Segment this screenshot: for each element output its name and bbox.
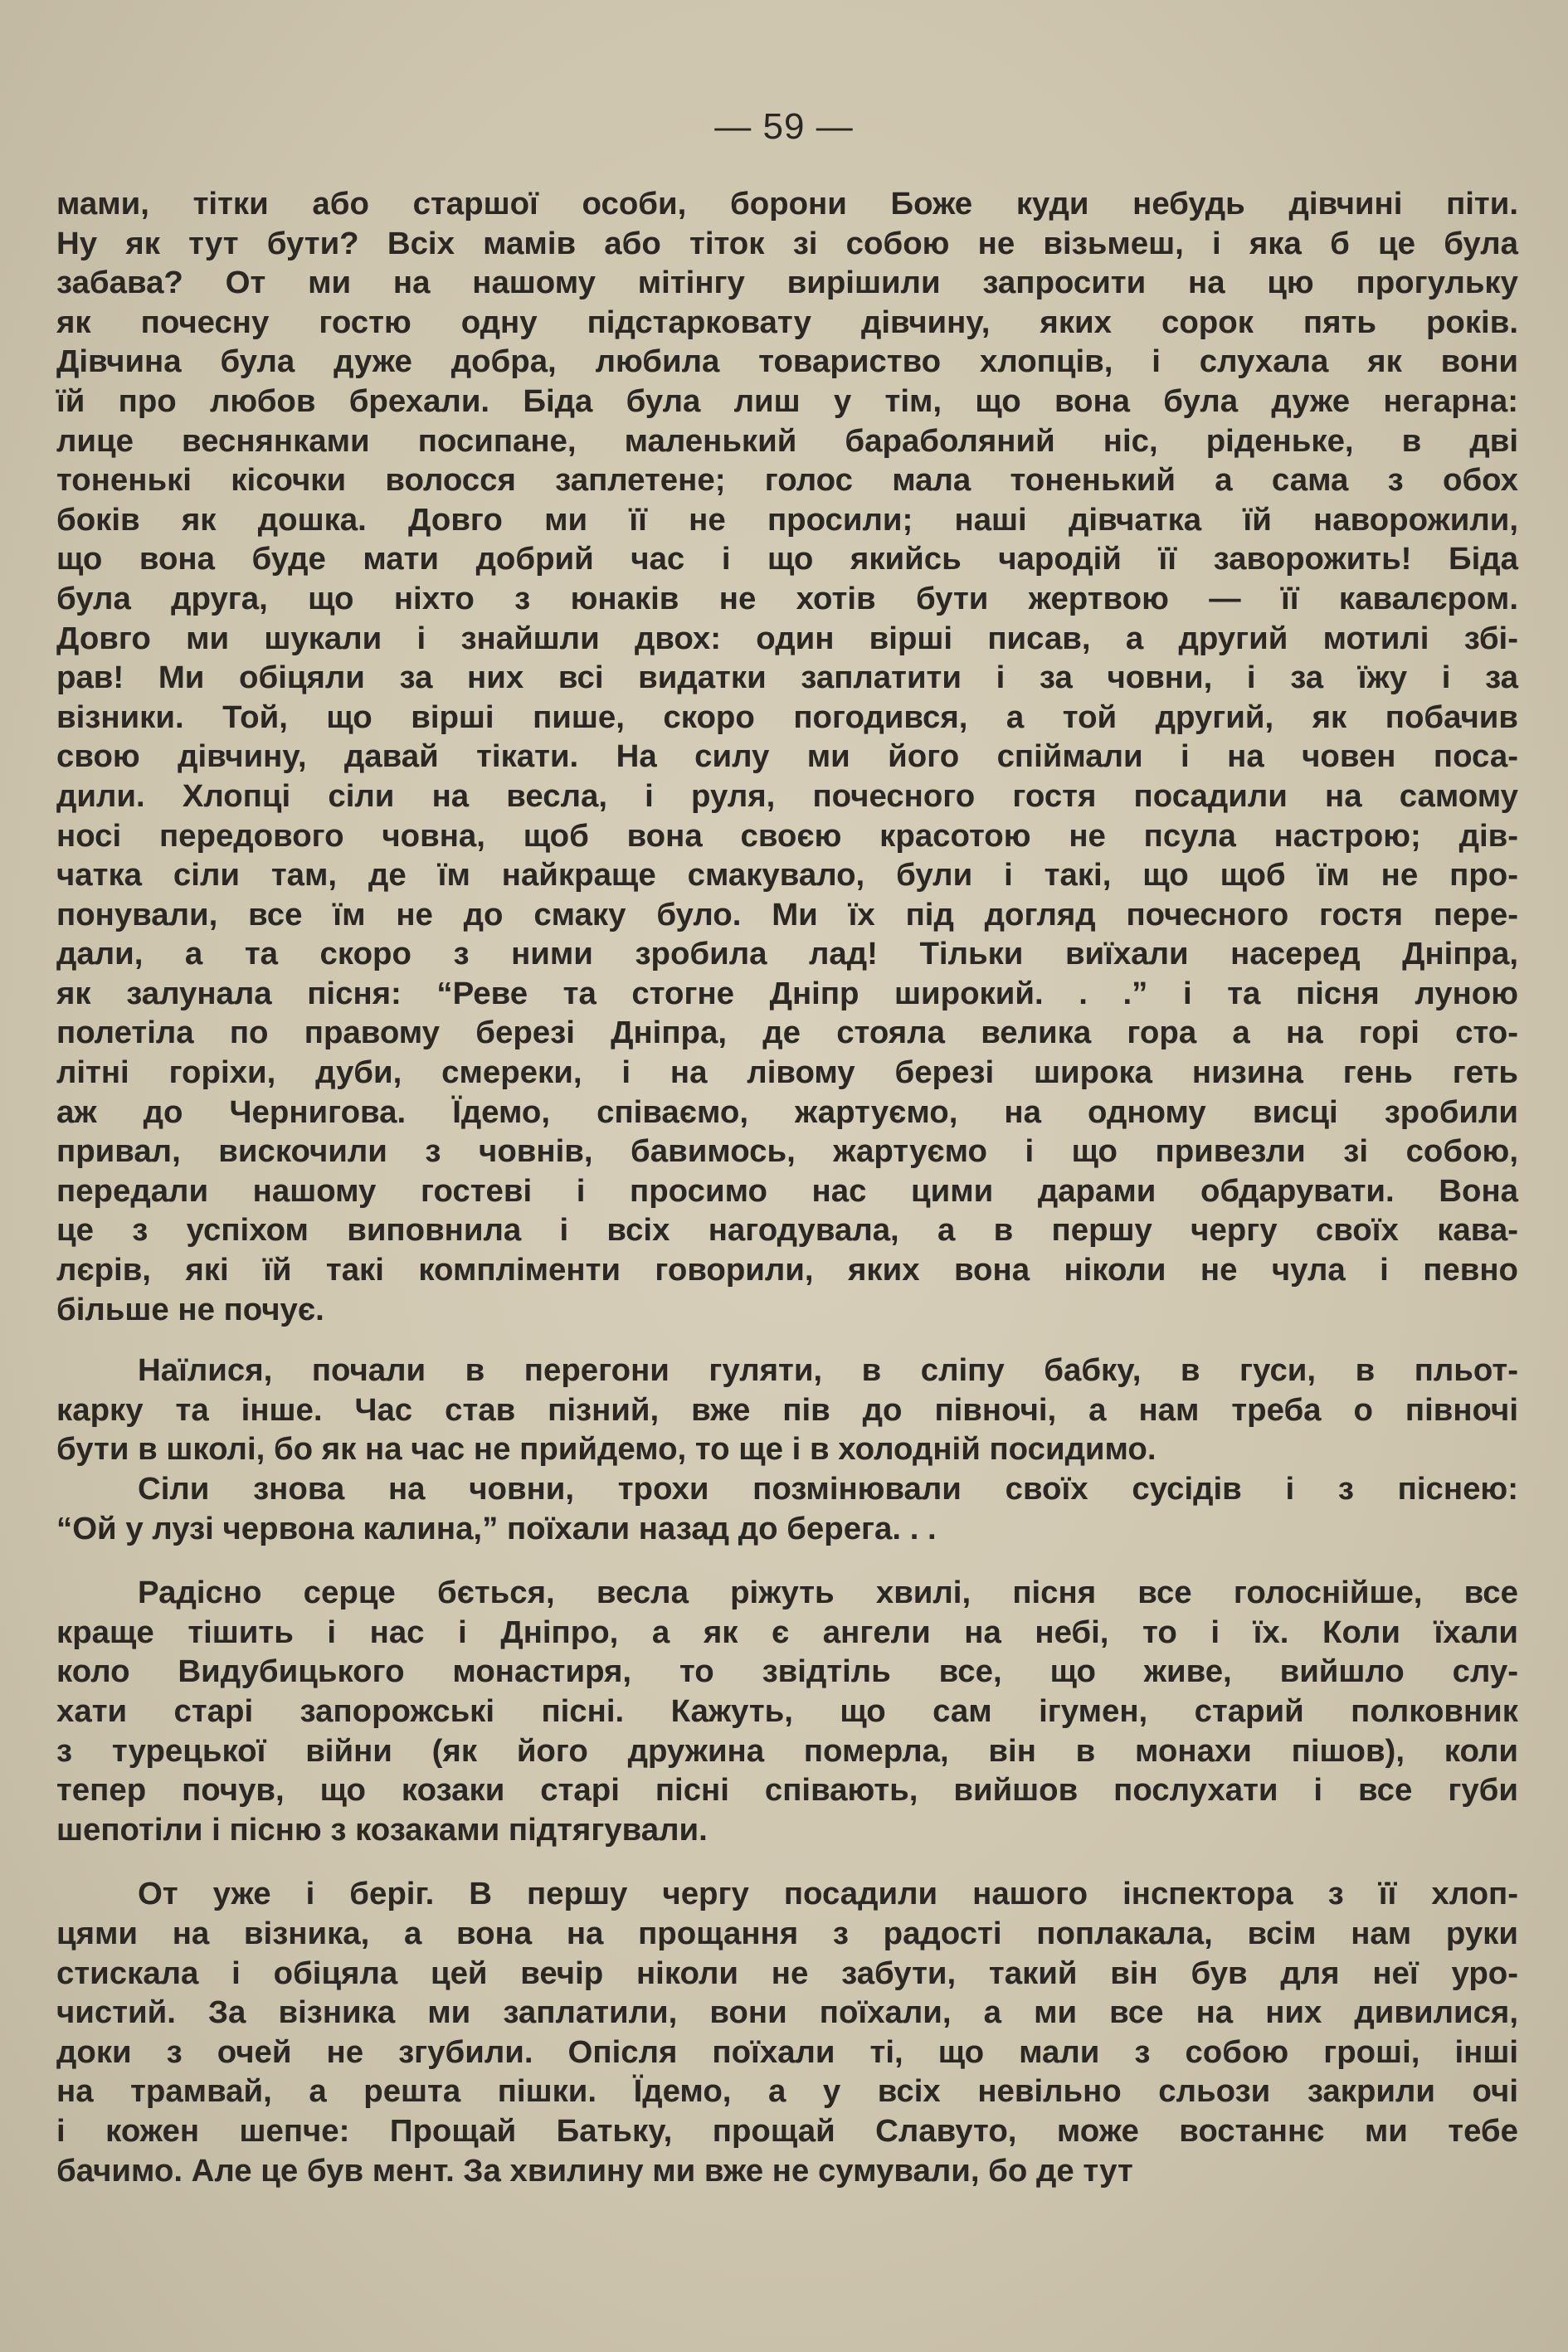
text-line: хати старі запорожські пісні. Кажуть, що сам ігумен, старий полковник: [56, 1692, 1518, 1729]
text-line: забава? От ми на нашому мітінгу вирішили запросити на цю прогульку: [56, 265, 1518, 301]
text-line: карку та інше. Час став пізний, вже пів до півночі, а нам треба о півночі: [56, 1391, 1518, 1428]
page-number: — 59 —: [714, 106, 854, 147]
text-line: що вона буде мати добрий час і що якийсь чародій її заворожить! Біда: [56, 541, 1518, 577]
text-line: боків як дошка. Довго ми її не просили; наші дівчатка їй наворожили,: [56, 501, 1518, 538]
paragraph: [56, 184, 1518, 1329]
text-line: Дівчина була дуже добра, любила товариство хлопців, і слухала як вони: [56, 343, 1518, 380]
text-line: Довго ми шукали і знайшли двох: один вірші писав, а другий мотилі збі-: [56, 620, 1518, 656]
text-line: дали, а та скоро з ними зробила лад! Тільки виїхали насеред Дніпра,: [56, 936, 1518, 972]
text-line: шепотіли і пісню з козаками підтягували.: [56, 1811, 708, 1848]
text-line: стискала і обіцяла цей вечір ніколи не забути, такий він був для неї уро-: [56, 1955, 1518, 1991]
paragraph: [56, 1573, 1518, 1849]
text-line: була друга, що ніхто з юнаків не хотів бути жертвою — її кавалєром.: [56, 580, 1518, 616]
text-line: От уже і беріг. В першу чергу посадили нашого інспектора з її хлоп-: [138, 1876, 1518, 1912]
text-line: як почесну гостю одну підстарковату дівчину, яких сорок пять років.: [56, 304, 1518, 340]
text-line: рав! Ми обіцяли за них всі видатки заплатити і за човни, і за їжу і за: [56, 660, 1518, 696]
paragraph: [56, 1351, 1518, 1469]
text-line: Ну як тут бути? Всіх мамів або тіток зі собою не візьмеш, і яка б це була: [56, 225, 1518, 261]
text-line: на трамвай, а решта пішки. Їдемо, а у всіх невільно сльози закрили очі: [56, 2073, 1518, 2110]
paragraph: [56, 1874, 1518, 2190]
text-line: чистий. За візника ми заплатили, вони поїхали, а ми все на них дивилися,: [56, 1994, 1518, 2031]
text-line: з турецької війни (як його дружина померла, він в монахи пішов), коли: [56, 1732, 1518, 1769]
text-body: [56, 184, 1518, 2190]
text-line: доки з очей не згубили. Опісля поїхали ті, що мали з собою гроші, інші: [56, 2033, 1518, 2070]
paragraph: [56, 1469, 1518, 1548]
text-line: тепер почув, що козаки старі пісні співають, вийшов послухати і все губи: [56, 1772, 1518, 1809]
paragraph-gap: [56, 1329, 1518, 1351]
text-line: і кожен шепче: Прощай Батьку, прощай Славуто, може востаннє ми тебе: [56, 2112, 1518, 2149]
text-line: мами, тітки або старшої особи, борони Боже куди небудь дівчині піти.: [56, 186, 1518, 222]
text-line: літні горіхи, дуби, смереки, і на лівому березі широка низина гень геть: [56, 1054, 1518, 1091]
text-line: це з успіхом виповнила і всіх нагодувала, а в першу чергу своїх кава-: [56, 1212, 1518, 1249]
text-line: цями на візника, а вона на прощання з радості поплакала, всім нам руки: [56, 1915, 1518, 1951]
text-line: дили. Хлопці сіли на весла, і руля, почесного гостя посадили на самому: [56, 777, 1518, 814]
text-line: привал, вискочили з човнів, бавимось, жартуємо і що привезли зі собою,: [56, 1133, 1518, 1170]
text-line: лєрів, які їй такі компліменти говорили, яких вона ніколи не чула і певно: [56, 1252, 1518, 1288]
text-line: коло Видубицького монастиря, то звідтіль все, що живе, вийшло слу-: [56, 1653, 1518, 1690]
text-line: Радісно серце бється, весла ріжуть хвилі, пісня все голоснійше, все: [138, 1575, 1518, 1611]
text-line: носі передового човна, щоб вона своєю красотою не псула настрою; дів-: [56, 817, 1518, 854]
text-line: свою дівчину, давай тікати. На силу ми його спіймали і на човен поса-: [56, 738, 1518, 775]
text-line: Сіли знова на човни, трохи позмінювали своїх сусідів і з піснею:: [138, 1471, 1518, 1507]
text-line: як залунала пісня: “Реве та стогне Дніпр широкий. . .” і та пісня луною: [56, 975, 1518, 1011]
text-line: “Ой у лузі червона калина,” поїхали назад до берега. . .: [56, 1510, 937, 1546]
text-line: полетіла по правому березі Дніпра, де стояла велика гора а на горі сто-: [56, 1015, 1518, 1051]
paragraph-gap: [56, 1849, 1518, 1874]
text-line: понували, все їм не до смаку було. Ми їх під догляд почесного гостя пере-: [56, 896, 1518, 933]
text-line: їй про любов брехали. Біда була лиш у тім, що вона була дуже негарна:: [56, 382, 1518, 419]
text-line: аж до Чернигова. Їдемо, співаємо, жартуємо, на одному висці зробили: [56, 1093, 1518, 1130]
text-line: краще тішить і нас і Дніпро, а як є ангели на небі, то і їх. Коли їхали: [56, 1614, 1518, 1650]
text-line: Наїлися, почали в перегони гуляти, в сліпу бабку, в гуси, в пльот-: [138, 1352, 1518, 1389]
text-line: тоненькі кісочки волосся заплетене; голос мала тоненький а сама з обох: [56, 462, 1518, 499]
text-line: бути в школі, бо як на час не прийдемо, то ще і в холодній посидимо.: [56, 1431, 1157, 1468]
text-line: передали нашому гостеві і просимо нас цими дарами обдарувати. Вона: [56, 1172, 1518, 1209]
text-line: лице веснянками посипане, маленький бараболяний ніс, ріденьке, в дві: [56, 422, 1518, 459]
text-line: чатка сіли там, де їм найкраще смакувало, були і такі, що щоб їм не про-: [56, 857, 1518, 894]
text-line: бачимо. Але це був мент. За хвилину ми вже не сумували, бо де тут: [56, 2152, 1133, 2189]
paragraph-gap: [56, 1548, 1518, 1573]
text-line: візники. Той, що вірші пише, скоро погодився, а той другий, як побачив: [56, 699, 1518, 735]
text-line: більше не почує.: [56, 1291, 324, 1327]
